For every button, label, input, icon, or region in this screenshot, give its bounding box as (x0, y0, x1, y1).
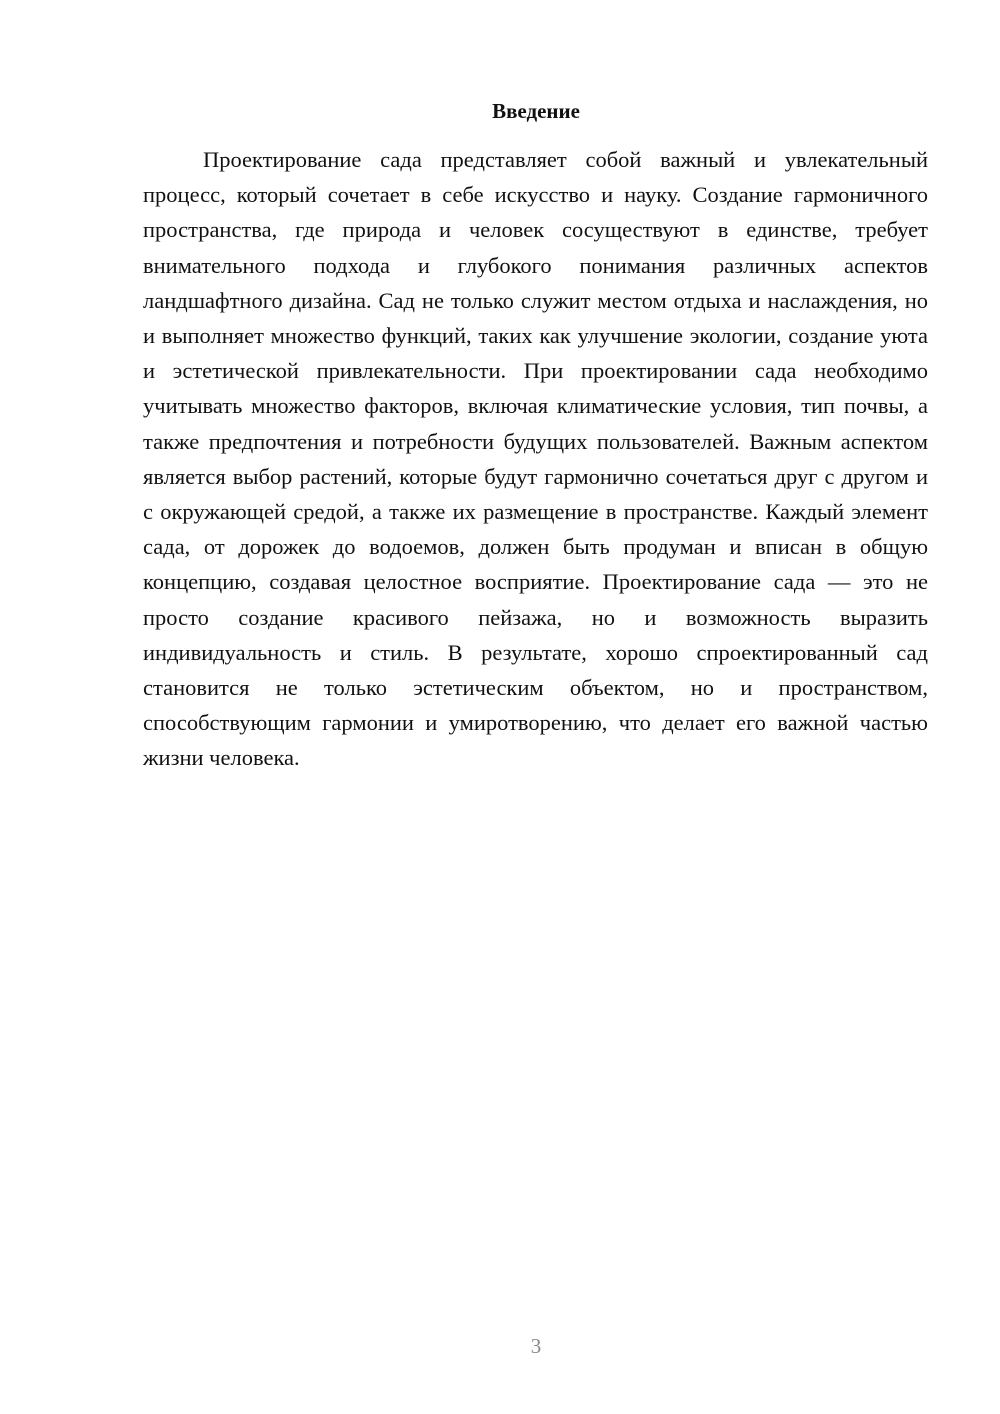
body-paragraph: Проектирование сада представляет собой важный и увлекательный процесс, который сочетает в себе искусство и науку. Создание гармоничного пространства, где природа и человек сосуществуют в единстве, требует внимательного подхода и глубокого понимания различных аспектов ландшафтного дизайна. Сад не только служит местом отдыха и наслаждения, но и выполняет множество функций, таких как улучшение экологии, создание уюта и эстетической привлекательности. При проектировании сада необходимо учитывать множество факторов, включая климатические условия, тип почвы, а также предпочтения и потребности будущих пользователей. Важным аспектом является выбор растений, которые будут гармонично сочетаться друг с другом и с окружающей средой, а также их размещение в пространстве. Каждый элемент сада, от дорожек до водоемов, должен быть продуман и вписан в общую концепцию, создавая целостное восприятие. Проектирование сада — это не просто создание красивого пейзажа, но и возможность выразить индивидуальность и стиль. В результате, хорошо спроектированный сад становится не только эстетическим объектом, но и пространством, способствующим гармонии и умиротворению, что делает его важной частью жизни человека. (143, 147, 928, 771)
section-title: Введение (492, 99, 580, 123)
page-number: 3 (530, 1334, 542, 1358)
